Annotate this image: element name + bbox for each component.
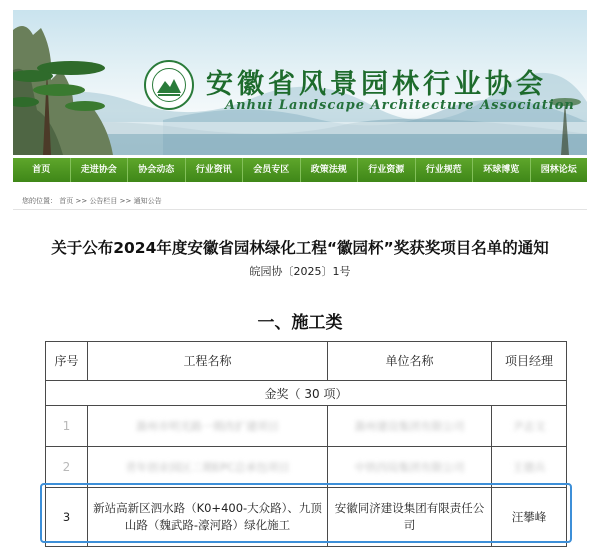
category-row [46, 381, 567, 406]
nav-item-expo[interactable]: 环球博览 [473, 158, 531, 182]
table-row-highlighted [46, 488, 567, 547]
blurred-company-name: 滁州建设集团有限公司 [354, 420, 465, 433]
nav-item-news[interactable]: 协会动态 [128, 158, 186, 182]
row-serial-no: 3 [46, 488, 88, 547]
breadcrumb-divider [13, 209, 587, 210]
row-project-name [88, 447, 328, 488]
breadcrumb-separator: >> [119, 197, 132, 205]
nav-item-standards[interactable]: 行业规范 [416, 158, 474, 182]
breadcrumb-announcements-link[interactable]: 公告栏目 [89, 197, 118, 205]
nav-item-home[interactable]: 首页 [13, 158, 71, 182]
row-serial-no: 1 [46, 406, 88, 447]
document-number: 皖园协〔2025〕1号 [249, 265, 351, 278]
blurred-project-name: 青年创业园区二期EPC总承包项目 [125, 461, 290, 474]
category-gold-award: 金奖（ 30 项） [46, 381, 567, 406]
article-title: 关于公布2024年度安徽省园林绿化工程“徽园杯”奖获奖项目名单的通知 [51, 239, 549, 257]
blurred-manager: 尹志文 [512, 420, 546, 433]
row-manager: 汪攀峰 [492, 488, 567, 547]
awards-table [45, 341, 567, 547]
nav-item-members[interactable]: 会员专区 [243, 158, 301, 182]
row-manager [492, 447, 567, 488]
row-project-name [88, 406, 328, 447]
header-project-name: 工程名称 [88, 342, 328, 381]
breadcrumb-prefix: 您的位置： [22, 197, 57, 205]
row-company-name [328, 447, 492, 488]
row-company-name: 安徽同济建设集团有限责任公司 [328, 488, 492, 547]
blurred-project-name: 滁州市明光路一期改扩建项目 [136, 420, 279, 433]
breadcrumb-separator: >> [75, 197, 88, 205]
nav-item-about[interactable]: 走进协会 [71, 158, 129, 182]
table-header-row [46, 342, 567, 381]
breadcrumb [22, 196, 162, 206]
site-subtitle: Anhui Landscape Architecture Association [225, 98, 575, 113]
nav-item-industry-info[interactable]: 行业资讯 [186, 158, 244, 182]
row-serial-no: 2 [46, 447, 88, 488]
association-logo [144, 60, 194, 110]
row-project-name: 新站高新区泗水路（K0+400-大众路）、九顶山路（魏武路-濠河路）绿化施工 [88, 488, 328, 547]
table-row [46, 406, 567, 447]
blurred-manager: 王德兵 [512, 461, 546, 474]
site-banner [13, 10, 587, 155]
header-company-name: 单位名称 [328, 342, 492, 381]
header-project-manager: 项目经理 [492, 342, 567, 381]
nav-item-forum[interactable]: 园林论坛 [540, 165, 577, 175]
row-manager [492, 406, 567, 447]
site-title: 安徽省风景园林行业协会 [206, 69, 547, 100]
section-title: 一、施工类 [257, 313, 343, 333]
breadcrumb-home-link[interactable]: 首页 [59, 197, 74, 205]
row-company-name [328, 406, 492, 447]
blurred-company-name: 中铁四局集团有限公司 [354, 461, 465, 474]
logo-emblem [152, 68, 186, 102]
nav-item-policy[interactable]: 政策法规 [301, 158, 359, 182]
header-serial-no: 序号 [46, 342, 88, 381]
table-row [46, 447, 567, 488]
breadcrumb-notices-link[interactable]: 通知公告 [133, 197, 162, 205]
nav-item-resources[interactable]: 行业资源 [358, 158, 416, 182]
main-nav [13, 158, 587, 182]
